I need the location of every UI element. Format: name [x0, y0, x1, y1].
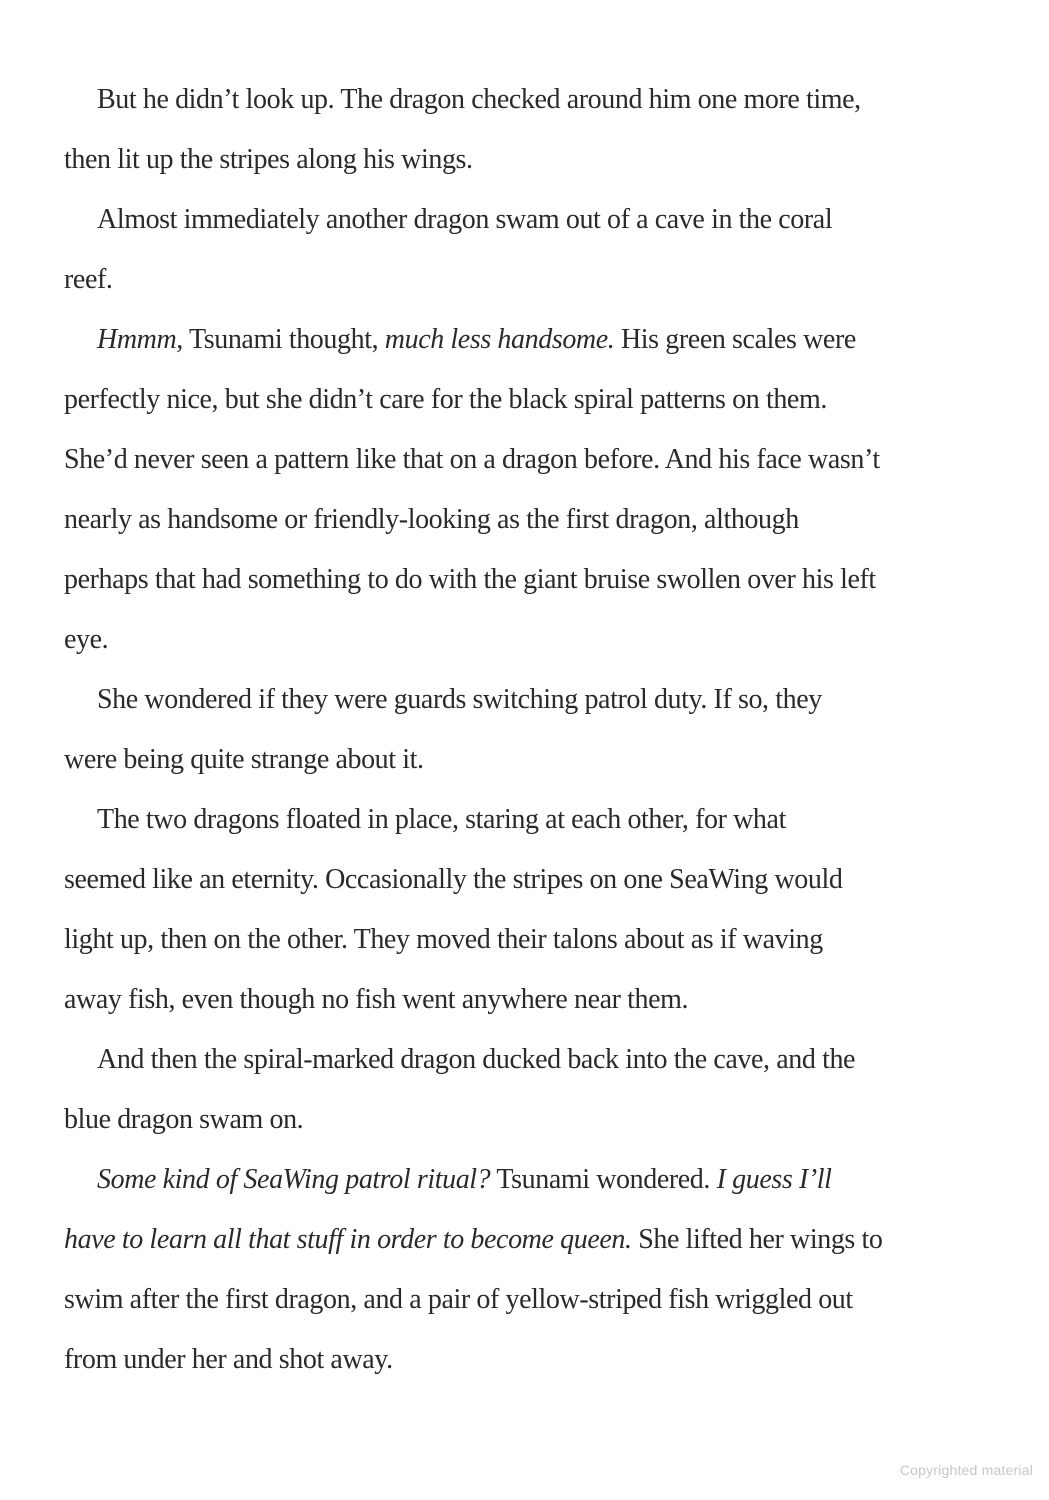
paragraph: [64, 310, 991, 670]
text-line: [64, 790, 991, 850]
paragraph: [64, 670, 991, 790]
text-segment: light up, then on the other. They moved their talons about as if waving: [64, 924, 823, 955]
text-line: [64, 490, 991, 550]
italic-text-segment: Some kind of SeaWing patrol ritual?: [97, 1164, 491, 1195]
text-line: [64, 1210, 991, 1270]
text-line: [64, 730, 991, 790]
text-line: [64, 610, 991, 670]
paragraph: [64, 70, 991, 190]
text-line: [64, 1150, 991, 1210]
text-segment: Tsunami thought,: [182, 324, 385, 355]
text-segment: swim after the first dragon, and a pair of yellow-striped fish wriggled out: [64, 1284, 853, 1315]
paragraph: [64, 790, 991, 1030]
text-segment: She lifted her wings to: [631, 1224, 883, 1255]
text-line: [64, 670, 991, 730]
italic-text-segment: I guess I’ll: [716, 1164, 832, 1195]
text-line: [64, 550, 991, 610]
text-segment: eye.: [64, 624, 109, 655]
italic-text-segment: Hmmm,: [97, 324, 183, 355]
text-segment: then lit up the stripes along his wings.: [64, 144, 473, 175]
text-segment: nearly as handsome or friendly-looking as the first dragon, although: [64, 504, 799, 535]
text-line: [64, 910, 991, 970]
text-line: [64, 970, 991, 1030]
text-line: [64, 250, 991, 310]
copyright-watermark: Copyrighted material: [899, 1462, 1033, 1478]
text-segment: away fish, even though no fish went anywhere near them.: [64, 984, 689, 1015]
paragraph: [64, 190, 991, 310]
text-segment: from under her and shot away.: [64, 1344, 393, 1375]
text-segment: seemed like an eternity. Occasionally the stripes on one SeaWing would: [64, 864, 843, 895]
text-segment: And then the spiral-marked dragon ducked back into the cave, and the: [97, 1044, 856, 1075]
paragraph: [64, 1150, 991, 1390]
text-line: [64, 70, 991, 130]
page-text: [64, 70, 991, 1390]
text-segment: But he didn’t look up. The dragon checked around him one more time,: [97, 84, 861, 115]
text-segment: She’d never seen a pattern like that on a dragon before. And his face wasn’t: [64, 444, 880, 475]
text-line: [64, 370, 991, 430]
text-line: [64, 130, 991, 190]
text-line: [64, 190, 991, 250]
text-segment: Tsunami wondered.: [490, 1164, 717, 1195]
text-segment: were being quite strange about it.: [64, 744, 424, 775]
italic-text-segment: have to learn all that stuff in order to become queen.: [64, 1224, 632, 1255]
paragraph: [64, 1030, 991, 1150]
text-line: [64, 310, 991, 370]
text-line: [64, 1270, 991, 1330]
text-segment: The two dragons floated in place, staring at each other, for what: [97, 804, 786, 835]
text-line: [64, 1030, 991, 1090]
text-segment: perfectly nice, but she didn’t care for the black spiral patterns on them.: [64, 384, 827, 415]
text-segment: His green scales were: [614, 324, 856, 355]
text-line: [64, 1330, 991, 1390]
text-line: [64, 430, 991, 490]
text-segment: She wondered if they were guards switching patrol duty. If so, they: [97, 684, 822, 715]
italic-text-segment: much less handsome.: [384, 324, 615, 355]
text-segment: blue dragon swam on.: [64, 1104, 304, 1135]
text-line: [64, 850, 991, 910]
text-segment: reef.: [64, 264, 113, 295]
text-segment: Almost immediately another dragon swam out of a cave in the coral: [97, 204, 833, 235]
text-line: [64, 1090, 991, 1150]
text-segment: perhaps that had something to do with the giant bruise swollen over his left: [64, 564, 876, 595]
